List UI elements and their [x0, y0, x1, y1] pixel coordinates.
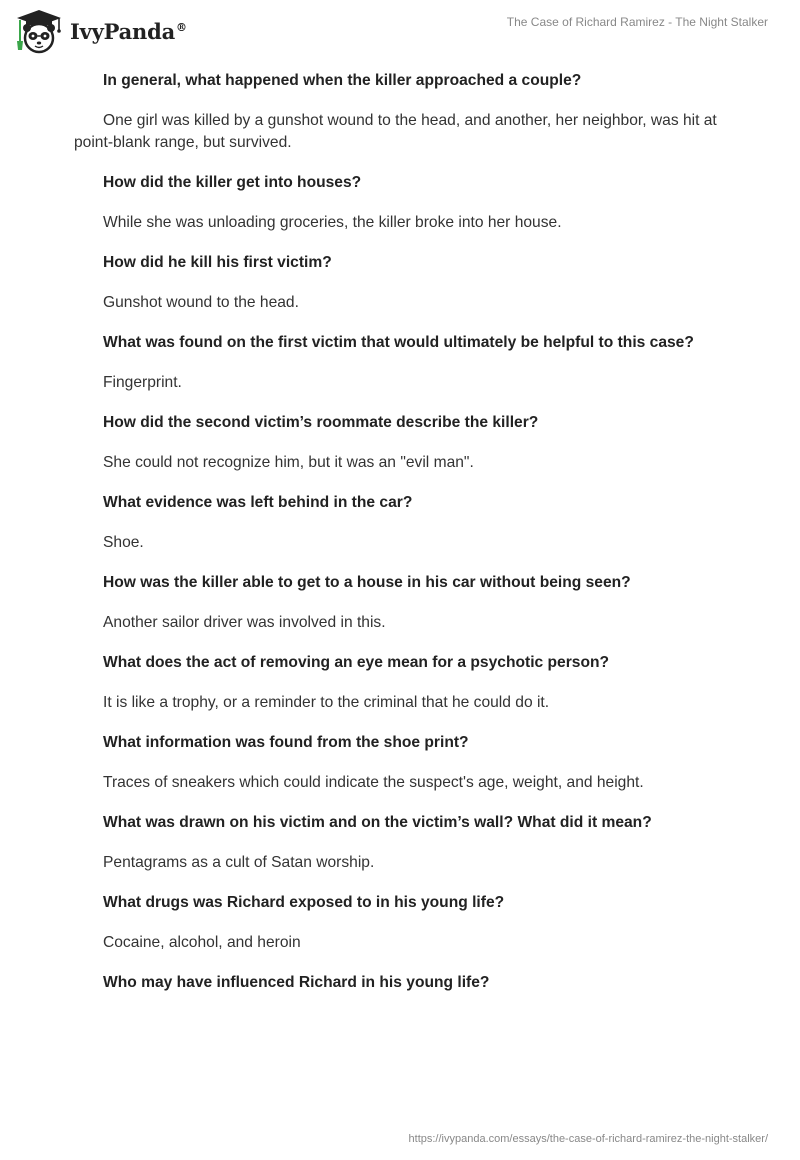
question-text: How did the second victim’s roommate describe the killer?	[103, 414, 539, 431]
question-text: How was the killer able to get to a house in his car without being seen?	[103, 574, 631, 591]
answer-text: Another sailor driver was involved in this.	[103, 614, 386, 631]
question-text: What information was found from the shoe print?	[103, 734, 469, 751]
document-title: The Case of Richard Ramirez - The Night Stalker	[506, 15, 768, 29]
answer-text: Traces of sneakers which could indicate the suspect's age, weight, and height.	[103, 774, 644, 791]
answer-text: Cocaine, alcohol, and heroin	[103, 934, 301, 951]
panda-graduate-icon	[14, 8, 64, 54]
question-text: What drugs was Richard exposed to in his young life?	[103, 894, 505, 911]
ivypanda-logo[interactable]	[14, 8, 187, 54]
answer-text: While she was unloading groceries, the killer broke into her house.	[103, 214, 562, 231]
question-text: What was drawn on his victim and on the victim’s wall? What did it mean?	[103, 814, 652, 831]
question-text: How did he kill his first victim?	[103, 254, 332, 271]
page-header	[0, 0, 800, 64]
answer-text: Gunshot wound to the head.	[103, 294, 299, 311]
answer-text: One girl was killed by a gunshot wound to the head, and another, her neighbor, was hit at point-blank range, but survived.	[74, 112, 717, 151]
answer-text: It is like a trophy, or a reminder to the criminal that he could do it.	[103, 694, 550, 711]
answer-text: Shoe.	[103, 534, 144, 551]
answer-text: She could not recognize him, but it was an "evil man".	[103, 454, 474, 471]
question-text: How did the killer get into houses?	[103, 174, 362, 191]
source-url[interactable]: https://ivypanda.com/essays/the-case-of-richard-ramirez-the-night-stalker/	[408, 1133, 768, 1145]
question-text: Who may have influenced Richard in his young life?	[103, 974, 490, 991]
question-text: What was found on the first victim that would ultimately be helpful to this case?	[103, 334, 694, 351]
answer-text: Pentagrams as a cult of Satan worship.	[103, 854, 375, 871]
answer-text: Fingerprint.	[103, 374, 182, 391]
question-text: In general, what happened when the killer approached a couple?	[103, 72, 582, 89]
question-text: What does the act of removing an eye mean for a psychotic person?	[103, 654, 610, 671]
question-text: What evidence was left behind in the car?	[103, 494, 413, 511]
essay-content	[74, 70, 734, 1012]
logo-text: IvyPanda®	[70, 18, 187, 44]
